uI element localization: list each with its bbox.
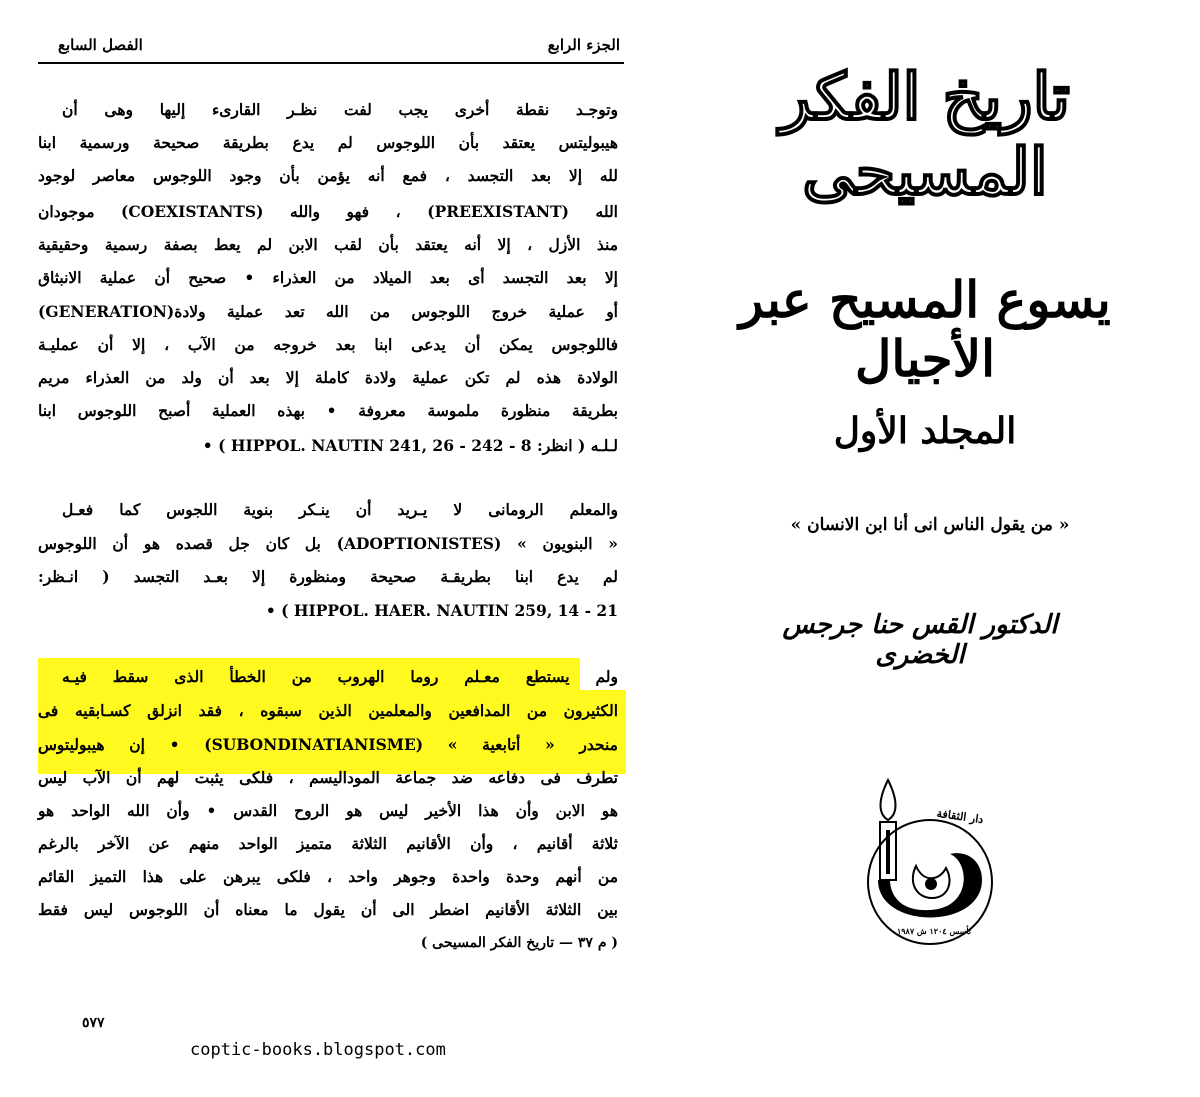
text-line: لـلـه ( انظر: HIPPOL. NAUTIN 241, 26 - 242 - 8 ) • (202, 436, 618, 455)
text-line: HIPPOL. HAER. NAUTIN 259, 14 - 21 ) • (265, 601, 618, 620)
text-line: وتوجـد نقطة أخرى يجب لفت نظـر القارىء إليها وهى أن (62, 100, 618, 119)
cover-quote: « من يقول الناس انى أنا ابن الانسان » (790, 515, 1070, 535)
text-line: الكثيرون من المدافعين والمعلمين الذين سبقوه ، فقد انزلق كسـابقيه فى (38, 701, 618, 720)
text-line: ولم يستطع معـلم روما الهروب من الخطأ الذى سقط فيـه (62, 667, 618, 686)
cover-author: الدكتور القس حنا جرجس الخضرى (782, 610, 1058, 670)
book-cover-right (650, 0, 1200, 1097)
text-line: منذ الأزل ، إلا أنه يعتقد بأن لقب الابن لم يعط بصفة رسمية وحقيقية (38, 235, 618, 254)
publisher-name: دار الثقافة (935, 806, 985, 827)
text-line: منحدر « أتابعية » (SUBONDINATIANISME) • إن هيبوليتوس (38, 735, 618, 754)
text-line: فاللوجوس يمكن أن يدعى ابنا بعد خروجه من الآب ، إلا أن عمليـة (38, 335, 618, 354)
text-line: إلا بعد التجسد أى بعد الميلاد من العذراء • صحيح أن عملية الانبثاق (38, 268, 618, 287)
header-part-label: الجزء الرابع (547, 36, 620, 54)
text-line: من أنهم وحدة واحدة وجوهر واحد ، فلكى يبرهن على هذا التميز القائم (38, 867, 618, 886)
text-line: « البنويون » (ADOPTIONISTES) بل كان جل قصده هو أن اللوجوس (38, 534, 618, 553)
cover-title: تاريخ الفكر المسيحى (780, 60, 1070, 210)
text-line: الله (PREEXISTANT) ، فهو والله (COEXISTANTS) موجودان (38, 202, 618, 221)
text-line: بين الثلاثة الأقانيم اضطر الى أن يقول ما معناه أن اللوجوس ليس فقط (38, 900, 618, 919)
text-line: هو الابن وأن هذا الأخير ليس هو الروح القدس • وأن الله الواحد هو (38, 801, 618, 820)
text-line: بطريقة منظورة ملموسة معروفة • بهذه العملية أصبح اللوجوس ابنا (38, 401, 618, 420)
text-line: والمعلم الرومانى لا يـريد أن ينـكر بنوية اللجوس كما فعـل (62, 500, 618, 519)
text-line: ثلاثة أقانيم ، وأن الأقانيم الثلاثة متميز الواحد منهم عن الآخر بالرغم (38, 834, 618, 853)
cover-subtitle: يسوع المسيح عبر الأجيال (739, 270, 1111, 388)
publisher-established: تأسس ١٢٠٤ ش ١٩٨٧ (896, 926, 972, 936)
cover-volume: المجلد الأول (833, 410, 1017, 452)
page-header (38, 30, 624, 64)
publisher-logo (850, 770, 1010, 950)
book-page-left (38, 30, 624, 1050)
blog-watermark-url: coptic-books.blogspot.com (190, 1040, 446, 1060)
header-chapter-label: الفصل السابع (58, 36, 143, 54)
text-line: الولادة هذه لم تكن عملية ولادة كاملة إلا بعد أن ولد من العذراء مريم (38, 368, 618, 387)
text-line: هيبوليتس يعتقد بأن اللوجوس لم يدع بطريقة صحيحة ورسمية ابنا (38, 133, 618, 152)
publisher-logo-icon (850, 770, 1010, 950)
text-line: لم يدع ابنا بطريقـة صحيحة ومنظورة إلا بعـد التجسد ( انـظر: (38, 567, 618, 586)
text-line: لله إلا بعد التجسد ، فمع أنه يؤمن بأن وجود اللوجوس معاصر لوجود (38, 166, 618, 185)
footnote: ( م ٣٧ — تاريخ الفكر المسيحى ) (420, 935, 618, 951)
text-line: تطرف فى دفاعه ضد جماعة الموداليسم ، فلكى يثبت لهم أن الآب ليس (38, 768, 618, 787)
text-line: أو عملية خروج اللوجوس من الله تعد عملية ولادة(GENERATION) (38, 302, 618, 321)
page-number: ٥٧٧ (82, 1015, 105, 1031)
